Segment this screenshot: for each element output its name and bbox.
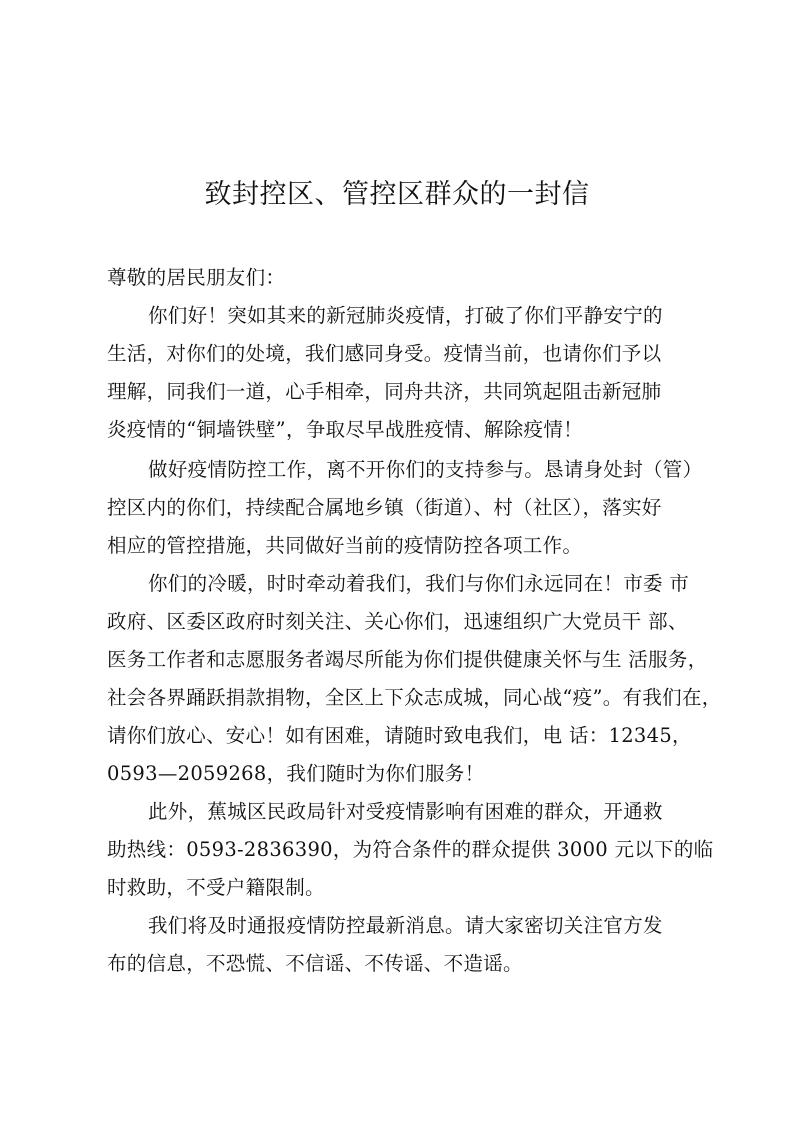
- body-line: 医务工作者和志愿服务者竭尽所能为你们提供健康关怀与生 活服务，: [107, 648, 708, 671]
- body-line: 0593—2059268，我们随时为你们服务！: [107, 762, 485, 785]
- body-line: 布的信息，不恐慌、不信谣、不传谣、不造谣。: [107, 952, 523, 975]
- greeting-line: 尊敬的居民朋友们：: [107, 266, 286, 289]
- body-line: 控区内的你们，持续配合属地乡镇（街道）、村（社区），落实好: [107, 496, 662, 519]
- body-line: 炎疫情的“铜墙铁壁”，争取尽早战胜疫情、解除疫情！: [107, 418, 583, 441]
- body-line: 你们好！突如其来的新冠肺炎疫情，打破了你们平静安宁的: [148, 304, 663, 327]
- body-line: 此外，蕉城区民政局针对受疫情影响有困难的群众，开通救: [148, 800, 663, 823]
- body-line: 做好疫情防控工作，离不开你们的支持参与。恳请身处封（管）: [148, 458, 703, 481]
- body-line: 相应的管控措施，共同做好当前的疫情防控各项工作。: [107, 534, 583, 557]
- body-line: 我们将及时通报疫情防控最新消息。请大家密切关注官方发: [148, 914, 663, 937]
- body-line: 理解，同我们一道，心手相牵，同舟共济，共同筑起阻击新冠肺: [107, 380, 662, 403]
- page-title: 致封控区、管控区群众的一封信: [204, 179, 590, 210]
- body-line: 社会各界踊跃捐款捐物，全区上下众志成城，同心战“疫”。有我们在，: [107, 686, 722, 709]
- body-line: 请你们放心、安心！如有困难，请随时致电我们，电 话：12345，: [107, 724, 692, 747]
- body-line: 生活，对你们的处境，我们感同身受。疫情当前，也请你们予以: [107, 342, 662, 365]
- body-line: 时救助，不受户籍限制。: [107, 876, 325, 899]
- body-line: 助热线：0593-2836390，为符合条件的群众提供 3000 元以下的临: [107, 838, 714, 861]
- body-line: 政府、区委区政府时刻关注、关心你们，迅速组织广大党员干 部、: [107, 610, 688, 633]
- body-line: 你们的冷暖，时时牵动着我们，我们与你们永远同在！市委 市: [148, 572, 690, 595]
